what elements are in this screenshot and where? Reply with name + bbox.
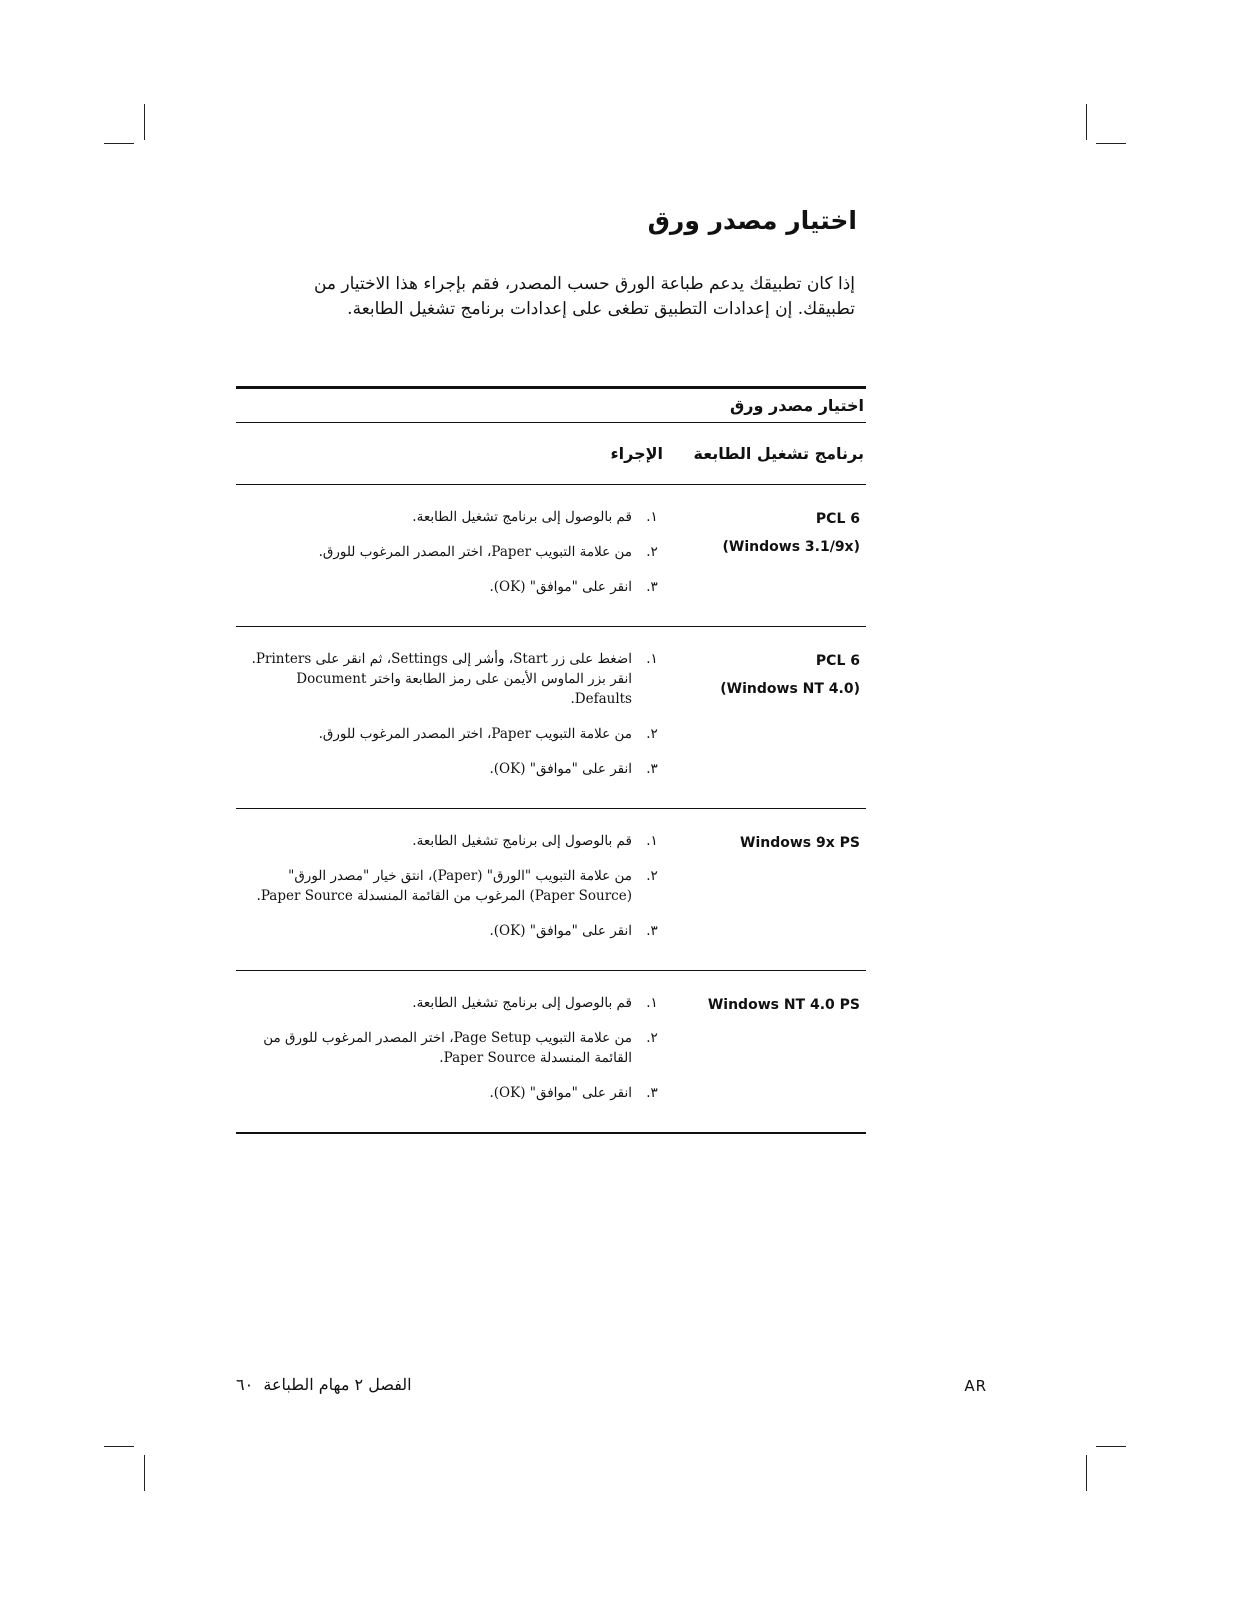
driver-name-line: PCL 6: [815, 511, 860, 527]
procedure-table: [236, 386, 866, 1134]
step-text: قم بالوصول إلى برنامج تشغيل الطابعة.: [412, 995, 632, 1011]
procedure-steps: [236, 809, 672, 970]
step-text: قم بالوصول إلى برنامج تشغيل الطابعة.: [412, 833, 632, 849]
step-text: من علامة التبويب "الورق" (Paper)، انتق خيار "مصدر الورق" (Paper Source) المرغوب من القائمة المنسدلة Paper Source.: [256, 868, 632, 904]
procedure-step: [236, 993, 672, 1013]
procedure-step: [236, 866, 672, 906]
table-body: [236, 485, 866, 1132]
crop-mark: [1096, 1446, 1126, 1447]
step-number: ١.: [646, 651, 658, 667]
procedure-step: [236, 831, 672, 851]
step-number: ٢.: [646, 544, 658, 560]
language-code: AR: [964, 1377, 987, 1395]
procedure-step: [236, 724, 672, 744]
step-number: ٣.: [646, 579, 658, 595]
procedure-step: [236, 542, 672, 562]
step-text: انقر على "موافق" (OK).: [489, 1085, 632, 1101]
column-header-procedure: الإجراء: [610, 444, 663, 463]
driver-name-line: (Windows NT 4.0): [720, 681, 860, 697]
step-text: انقر على "موافق" (OK).: [489, 761, 632, 777]
table-bottom-rule: [236, 1132, 866, 1134]
procedure-step: [236, 921, 672, 941]
table-row: [236, 485, 866, 626]
step-number: ٣.: [646, 923, 658, 939]
column-header-driver: برنامج تشغيل الطابعة: [693, 444, 864, 463]
intro-paragraph: إذا كان تطبيقك يدعم طباعة الورق حسب المصدر، فقم بإجراء هذا الاختيار من تطبيقك. إن إعدادات التطبيق تطغى على إعدادات برنامج تشغيل الطابعة.: [313, 274, 855, 319]
crop-mark: [1096, 143, 1126, 144]
driver-name: [672, 971, 866, 1132]
step-text: من علامة التبويب Paper، اختر المصدر المرغوب للورق.: [318, 544, 632, 560]
driver-name: [672, 485, 866, 626]
procedure-step: [236, 577, 672, 597]
driver-name: [672, 627, 866, 808]
crop-mark: [104, 143, 134, 144]
procedure-step: [236, 507, 672, 527]
step-text: انقر على "موافق" (OK).: [489, 579, 632, 595]
step-text: من علامة التبويب Page Setup، اختر المصدر المرغوب للورق من القائمة المنسدلة Paper Source.: [263, 1030, 632, 1066]
driver-name-line: PCL 6: [815, 653, 860, 669]
crop-mark: [1086, 104, 1087, 140]
table-row: [236, 971, 866, 1132]
crop-mark: [144, 1455, 145, 1491]
step-text: انقر على "موافق" (OK).: [489, 923, 632, 939]
step-number: ٢.: [646, 868, 658, 884]
page-title: اختيار مصدر ورق: [647, 206, 857, 235]
step-text: من علامة التبويب Paper، اختر المصدر المرغوب للورق.: [318, 726, 632, 742]
table-row: [236, 809, 866, 970]
crop-mark: [144, 104, 145, 140]
procedure-step: [236, 759, 672, 779]
table-header-row: [236, 423, 866, 484]
driver-name-line: (Windows 3.1/9x): [722, 539, 860, 555]
procedure-step: [236, 649, 672, 709]
procedure-step: [236, 1028, 672, 1068]
step-number: ١.: [646, 995, 658, 1011]
step-text: اضغط على زر Start، وأشر إلى Settings، ثم انقر على Printers. انقر بزر الماوس الأيمن على رمز الطابعة واختر Document Defaults.: [251, 651, 632, 707]
step-number: ٣.: [646, 1085, 658, 1101]
table-row: [236, 627, 866, 808]
page-number: ٦٠: [236, 1375, 254, 1394]
chapter-label: الفصل ٢ مهام الطباعة: [263, 1375, 412, 1394]
step-number: ١.: [646, 509, 658, 525]
table-title: اختيار مصدر ورق: [729, 396, 864, 415]
driver-name: [672, 809, 866, 970]
procedure-steps: [236, 627, 672, 808]
driver-name-line: Windows NT 4.0 PS: [707, 997, 860, 1013]
driver-name-line: Windows 9x PS: [740, 835, 860, 851]
procedure-steps: [236, 485, 672, 626]
step-number: ٢.: [646, 1030, 658, 1046]
crop-mark: [104, 1446, 134, 1447]
step-number: ١.: [646, 833, 658, 849]
procedure-steps: [236, 971, 672, 1132]
procedure-step: [236, 1083, 672, 1103]
step-number: ٢.: [646, 726, 658, 742]
step-number: ٣.: [646, 761, 658, 777]
footer-chapter: [236, 1375, 412, 1394]
step-text: قم بالوصول إلى برنامج تشغيل الطابعة.: [412, 509, 632, 525]
crop-mark: [1086, 1455, 1087, 1491]
